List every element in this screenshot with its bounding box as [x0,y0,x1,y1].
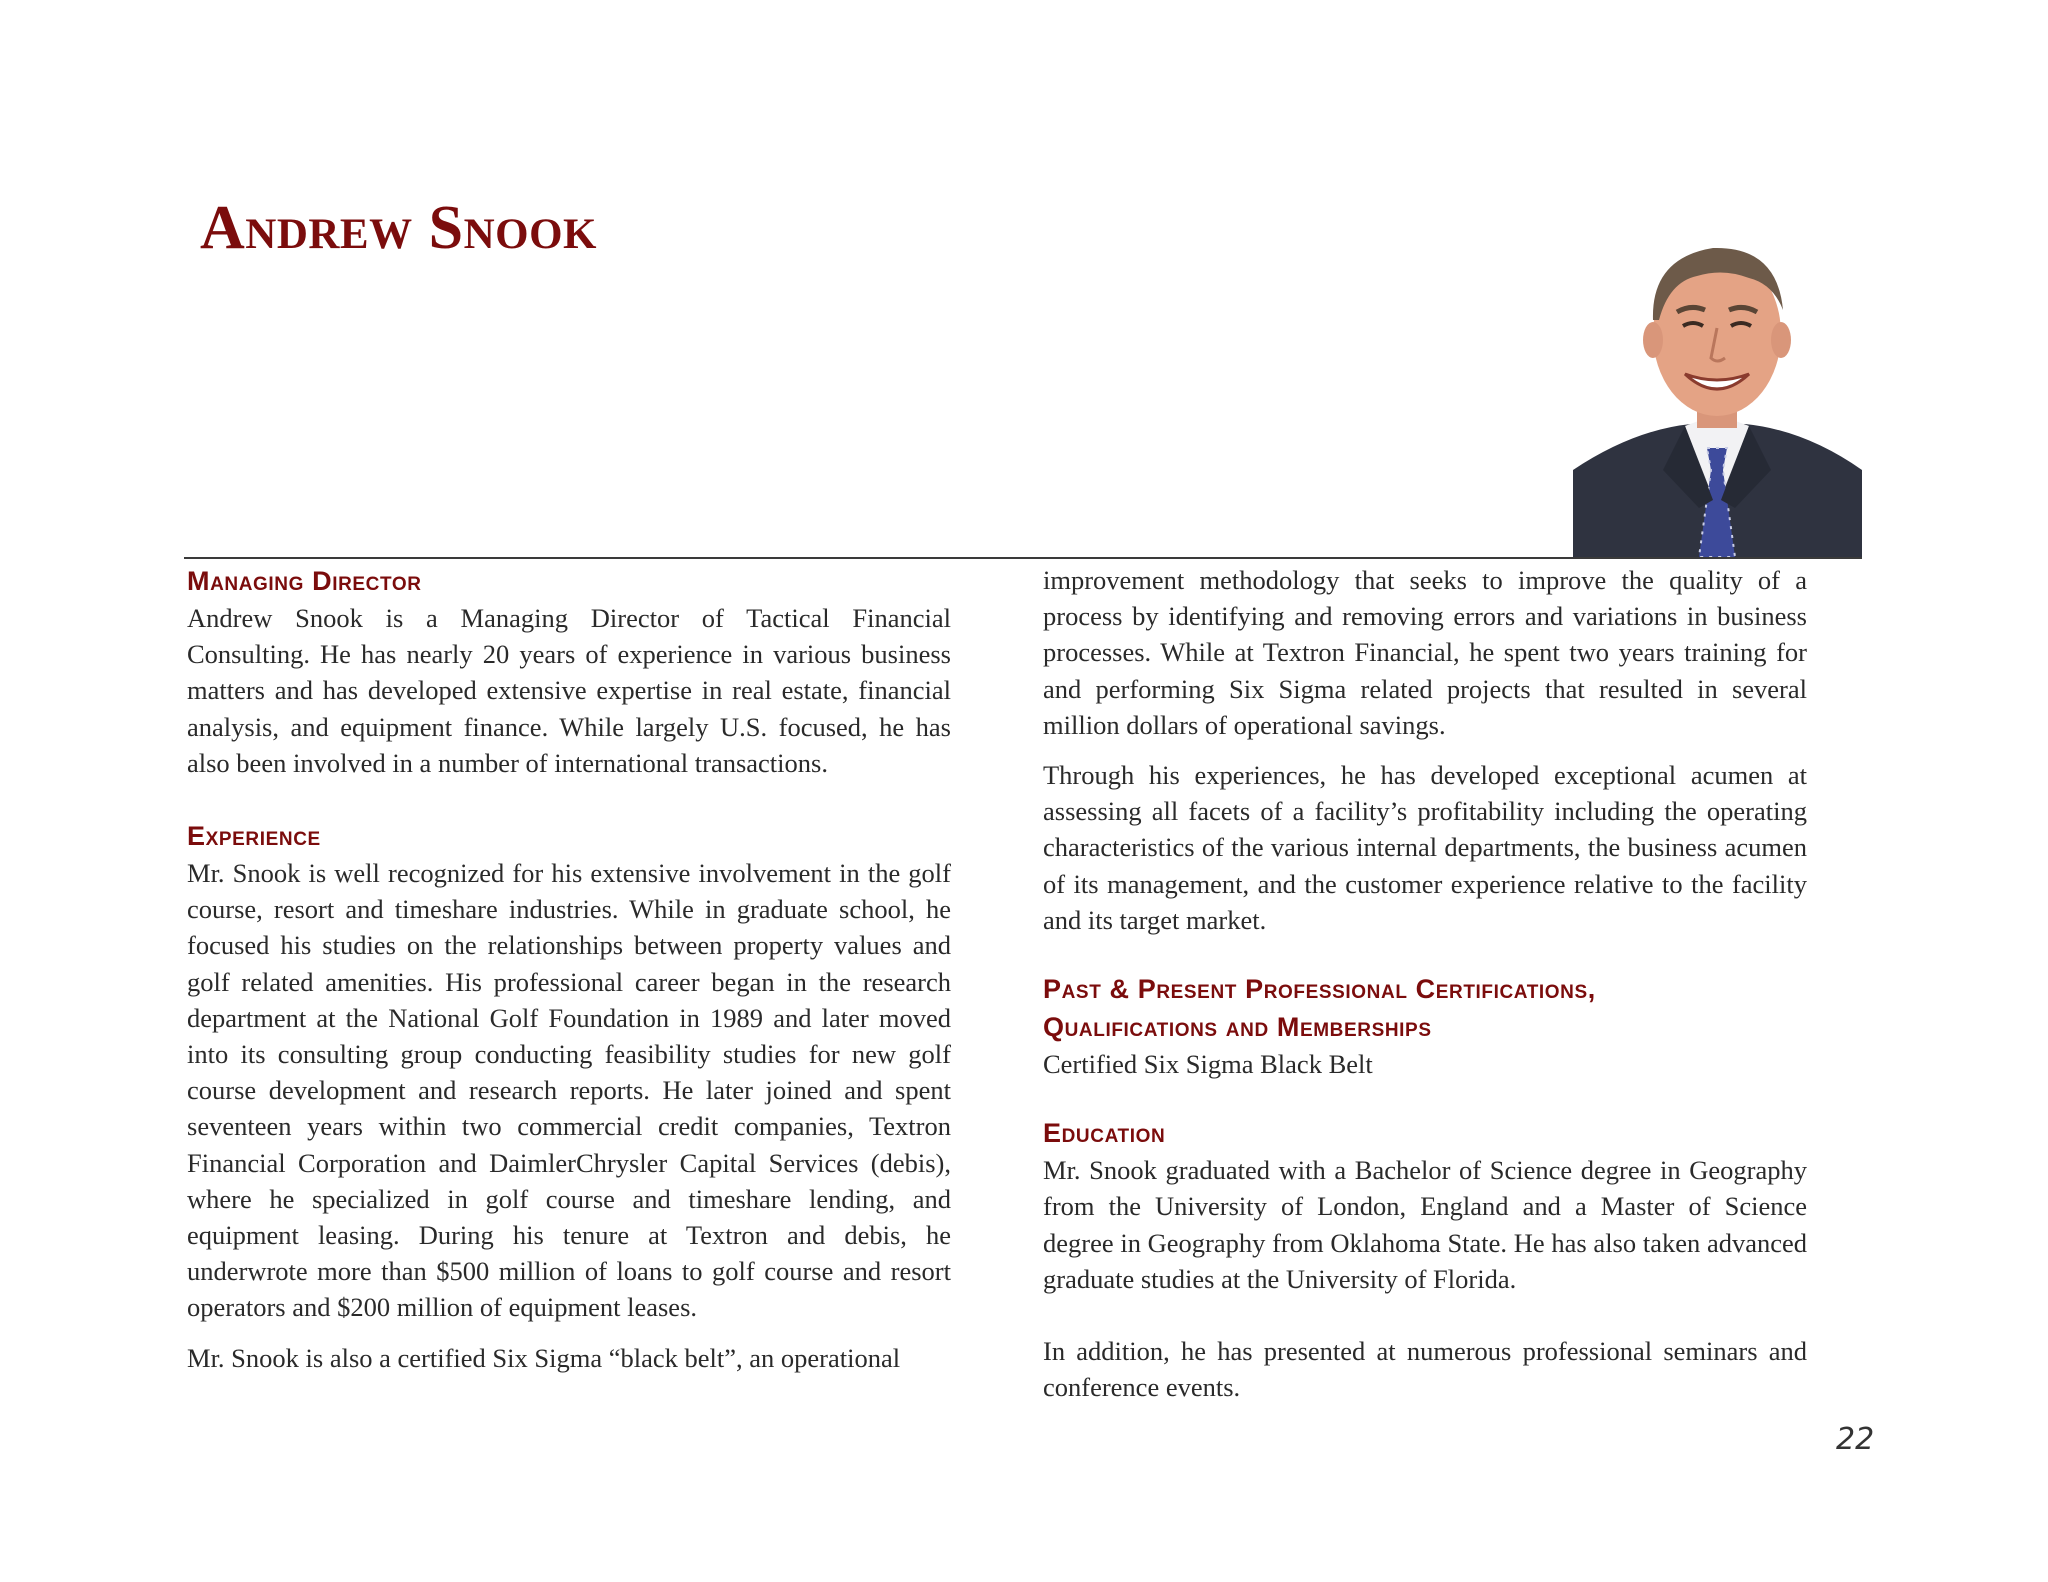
education-heading: Education [1043,1118,1166,1149]
page-title: Andrew Snook [200,194,597,262]
additional-text: In addition, he has presented at numerous professional seminars and conference events. [1043,1336,1807,1403]
right-column [1043,562,1807,1405]
profile-photo [1573,208,1862,557]
experience-paragraph-1: Mr. Snook is well recognized for his extensive involvement in the golf course, resort and timeshare industries. While in graduate school, he focused his studies on the relationships between property values and golf related amenities. His professional career began in the research department at the National Golf Foundation in 1989 and later moved into its consulting group conducting feasibility studies for new golf course development and research reports. He later joined and spent seventeen years within two commercial credit companies, Textron Financial Corporation and DaimlerChrysler Capital Services (debis), where he specialized in golf course and timeshare lending, and equipment leasing. During his tenure at Textron and debis, he underwrote more than $500 million of loans to golf course and resort operators and $200 million of equipment leases. [187,858,951,1323]
certifications-heading-line1: Past & Present Professional Certifications, [1043,974,1596,1005]
experience-paragraph-2: Mr. Snook is also a certified Six Sigma “black belt”, an operational [187,1342,901,1373]
certifications-heading [1043,970,1807,1046]
portrait-image [1573,208,1862,557]
header-divider [184,557,1862,559]
managing-director-text: Andrew Snook is a Managing Director of Tactical Financial Consulting. He has nearly 20 years of experience in various business matters and has developed extensive expertise in real estate, financial analysis, and equipment finance. While largely U.S. focused, he has also been involved in a number of international transactions. [187,603,951,778]
experience-continued-text: improvement methodology that seeks to improve the quality of a process by identifying and removing errors and variations in business processes. While at Textron Financial, he spent two years training for and performing Six Sigma related projects that resulted in several million dollars of operational savings. [1043,565,1807,740]
managing-director-heading: Managing Director [187,566,422,596]
page-number: 22 [1836,1422,1875,1457]
experience-paragraph-3: Through his experiences, he has developed exceptional acumen at assessing all facets of a facility’s profitability including the operating characteristics of the various internal departments, the business acumen of its management, and the customer experience relative to the facility and its target market. [1043,760,1807,935]
education-text: Mr. Snook graduated with a Bachelor of Science degree in Geography from the University of London, England and a Master of Science degree in Geography from Oklahoma State. He has also taken advanced graduate studies at the University of Florida. [1043,1155,1807,1294]
certifications-text: Certified Six Sigma Black Belt [1043,1049,1373,1080]
experience-heading: Experience [187,821,321,852]
certifications-heading-line2: Qualifications and Memberships [1043,1012,1432,1043]
left-column [187,562,951,1376]
